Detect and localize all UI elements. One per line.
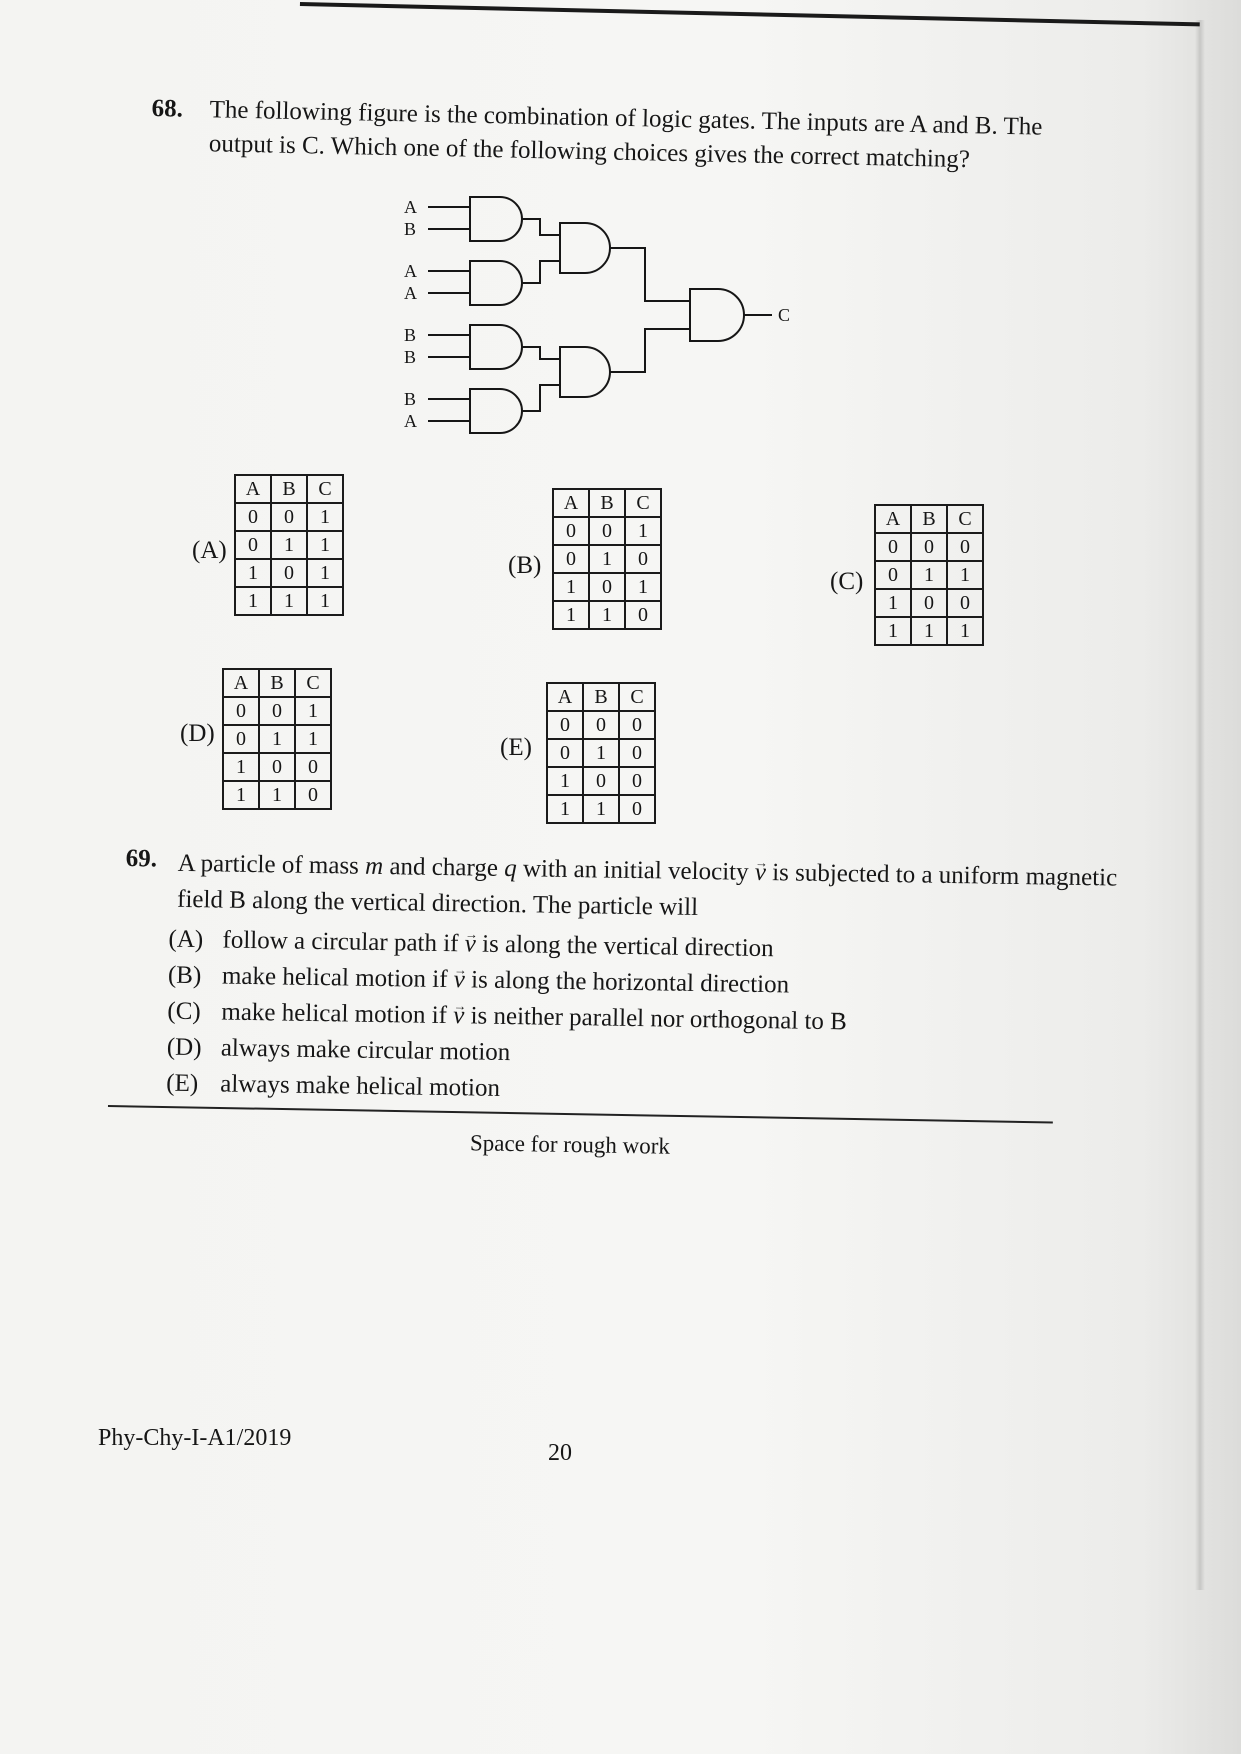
table-cell: 1 (583, 795, 619, 823)
table-row (553, 601, 661, 629)
answer-option-d: (D) always make circular motion (166, 1033, 511, 1067)
table-cell: 0 (295, 753, 331, 781)
table-cell: 1 (947, 617, 983, 645)
option-label-b: (B) (508, 552, 542, 579)
input-label: B (404, 325, 417, 345)
table-cell: 0 (619, 795, 655, 823)
table-cell: 0 (553, 517, 589, 545)
table-cell: 0 (947, 533, 983, 561)
table-row (223, 781, 331, 809)
table-cell: 0 (547, 711, 583, 739)
answer-options (166, 922, 1125, 1117)
table-header-row (235, 475, 343, 503)
table-row (875, 617, 983, 645)
table-row (235, 531, 343, 559)
table-header-cell: B (589, 489, 625, 517)
table-cell: 0 (547, 739, 583, 767)
table-cell: 0 (589, 517, 625, 545)
table-row (875, 561, 983, 589)
and-gate-6 (560, 347, 610, 397)
table-header-cell: C (947, 505, 983, 533)
question-number: 69. (125, 845, 158, 873)
input-label: A (404, 261, 417, 281)
truth-table-a (234, 474, 344, 616)
page-edge-shadow (1195, 20, 1205, 1590)
truth-table-b (552, 488, 662, 630)
table-cell: 1 (583, 739, 619, 767)
option-label-d: (D) (180, 720, 215, 747)
table-row (553, 517, 661, 545)
table-cell: 0 (259, 697, 295, 725)
table-cell: 1 (271, 531, 307, 559)
magnetic-field-vector: → B (229, 887, 246, 914)
table-cell: 1 (589, 545, 625, 573)
table-cell: 0 (625, 601, 661, 629)
table-cell: 1 (553, 601, 589, 629)
table-cell: 0 (583, 711, 619, 739)
page-number: 20 (548, 1440, 572, 1466)
input-label: A (404, 411, 417, 431)
table-header-row (547, 683, 655, 711)
and-gate-1 (470, 197, 522, 241)
table-header-cell: C (619, 683, 655, 711)
table-row (235, 559, 343, 587)
velocity-vector: → v (755, 859, 767, 886)
table-cell: 1 (911, 561, 947, 589)
table-cell: 0 (271, 559, 307, 587)
table-cell: 0 (583, 767, 619, 795)
table-header-row (223, 669, 331, 697)
table-row (553, 573, 661, 601)
table-cell: 1 (295, 697, 331, 725)
table-cell: 1 (547, 767, 583, 795)
table-header-cell: A (547, 683, 583, 711)
table-cell: 0 (875, 533, 911, 561)
table-row (547, 767, 655, 795)
input-label: B (404, 219, 417, 239)
rough-work-label: Space for rough work (469, 1130, 671, 1159)
table-header-cell: C (625, 489, 661, 517)
table-cell: 1 (271, 587, 307, 615)
table-row (875, 533, 983, 561)
truth-table-e (546, 682, 656, 824)
table-cell: 0 (619, 739, 655, 767)
output-label: C (778, 305, 791, 325)
input-label: A (404, 197, 417, 217)
question-text: The following figure is the combination of logic gates. The inputs are A and B. The output is C. Which one of the following choices gives the correct matching? (208, 96, 1043, 174)
table-cell: 1 (295, 725, 331, 753)
table-cell: 1 (875, 589, 911, 617)
table-cell: 1 (307, 531, 343, 559)
table-cell: 1 (235, 587, 271, 615)
table-cell: 0 (619, 711, 655, 739)
table-row (223, 697, 331, 725)
and-gate-4 (470, 389, 522, 433)
table-cell: 1 (553, 573, 589, 601)
table-row (223, 753, 331, 781)
table-cell: 1 (235, 559, 271, 587)
truth-table-c (874, 504, 984, 646)
table-row (235, 587, 343, 615)
and-gate-2 (470, 261, 522, 305)
question-number: 68. (151, 94, 184, 123)
table-cell: 1 (223, 753, 259, 781)
table-cell: 1 (223, 781, 259, 809)
option-label-e: (E) (500, 734, 532, 761)
option-label-c: (C) (830, 568, 864, 595)
table-header-cell: B (259, 669, 295, 697)
table-header-cell: A (223, 669, 259, 697)
table-cell: 0 (295, 781, 331, 809)
table-cell: 1 (307, 503, 343, 531)
table-header-cell: A (235, 475, 271, 503)
table-row (547, 711, 655, 739)
table-cell: 1 (589, 601, 625, 629)
input-label: B (404, 347, 417, 367)
input-label: A (404, 283, 417, 303)
table-cell: 0 (223, 725, 259, 753)
input-label: B (404, 389, 417, 409)
answer-option-e: (E) always make helical motion (166, 1069, 501, 1102)
table-row (547, 795, 655, 823)
table-cell: 0 (589, 573, 625, 601)
table-cell: 1 (947, 561, 983, 589)
table-cell: 1 (307, 587, 343, 615)
table-cell: 0 (271, 503, 307, 531)
and-gate-5 (560, 223, 610, 273)
table-cell: 1 (911, 617, 947, 645)
and-gate-3 (470, 325, 522, 369)
top-rule (299, 2, 1199, 50)
table-header-cell: A (553, 489, 589, 517)
answer-option-c: (C) make helical motion if → v is neither parallel nor orthogonal to → B (167, 994, 1123, 1045)
table-cell: 0 (947, 589, 983, 617)
table-header-cell: C (295, 669, 331, 697)
logic-circuit-diagram (400, 185, 840, 445)
table-cell: 0 (223, 697, 259, 725)
table-header-cell: C (307, 475, 343, 503)
and-gate-7 (690, 289, 744, 341)
table-cell: 1 (259, 781, 295, 809)
table-header-cell: B (271, 475, 307, 503)
paper-code: Phy-Chy-I-A1/2019 (98, 1425, 292, 1451)
table-cell: 0 (911, 533, 947, 561)
table-cell: 0 (553, 545, 589, 573)
question-68 (151, 92, 1102, 180)
table-cell: 0 (235, 503, 271, 531)
table-cell: 0 (911, 589, 947, 617)
truth-table-d (222, 668, 332, 810)
table-cell: 1 (307, 559, 343, 587)
option-label-a: (A) (192, 537, 227, 564)
table-cell: 1 (625, 573, 661, 601)
answer-option-a: (A) follow a circular path if → v is along the vertical direction (168, 922, 1124, 973)
table-header-cell: B (911, 505, 947, 533)
question-69 (122, 845, 1126, 1117)
table-cell: 0 (875, 561, 911, 589)
table-row (235, 503, 343, 531)
table-cell: 0 (619, 767, 655, 795)
table-header-row (553, 489, 661, 517)
table-cell: 1 (259, 725, 295, 753)
table-cell: 1 (625, 517, 661, 545)
table-header-cell: B (583, 683, 619, 711)
question-text: A particle of mass m and charge q with an initial velocity → v is subjected to a uniform magnetic field → B along the vertical direction. The particle will (177, 846, 1126, 933)
table-row (553, 545, 661, 573)
table-cell: 1 (875, 617, 911, 645)
table-cell: 0 (625, 545, 661, 573)
table-cell: 1 (547, 795, 583, 823)
table-cell: 0 (235, 531, 271, 559)
answer-option-b: (B) make helical motion if → v is along the horizontal direction (168, 958, 1124, 1009)
table-header-cell: A (875, 505, 911, 533)
table-row (223, 725, 331, 753)
table-row (875, 589, 983, 617)
table-row (547, 739, 655, 767)
table-header-row (875, 505, 983, 533)
circuit-svg (400, 185, 840, 445)
table-cell: 0 (259, 753, 295, 781)
